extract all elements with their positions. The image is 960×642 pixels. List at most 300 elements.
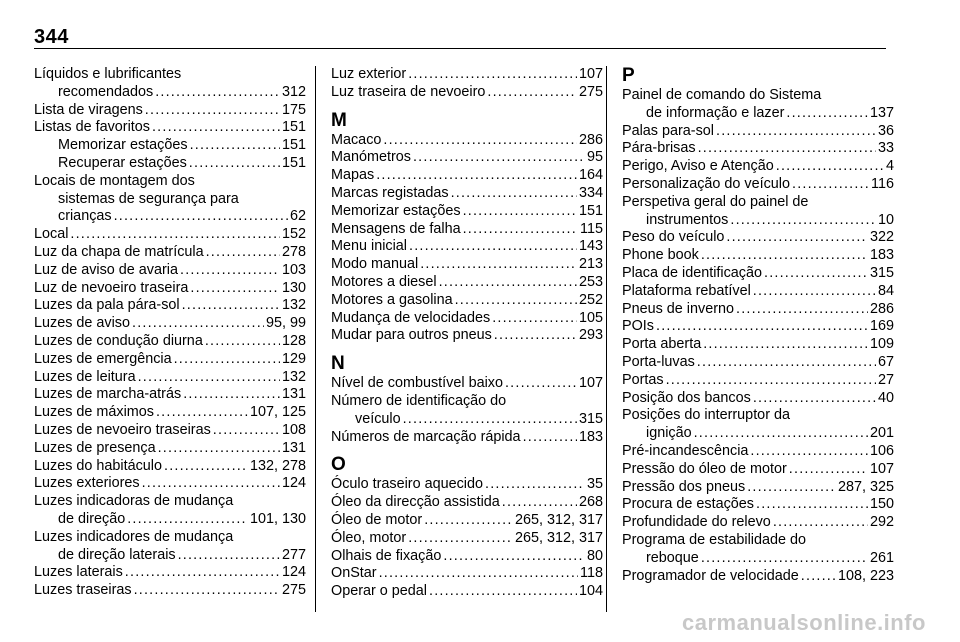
index-entry-text: POIs: [622, 318, 654, 335]
index-entry-text: Porta-luvas: [622, 353, 695, 370]
index-entry-text: Luzes de máximos: [34, 404, 154, 421]
index-entry[interactable]: [34, 315, 306, 333]
index-entry-pages: 40: [877, 389, 894, 406]
dot-leader: [492, 310, 577, 328]
index-entry-pages: 35: [586, 476, 603, 493]
index-entry[interactable]: [331, 185, 603, 203]
index-entry-pages: 108, 223: [837, 567, 894, 584]
dot-leader: [408, 66, 577, 84]
dot-leader: [736, 301, 868, 319]
index-entry-pages: 265, 312, 317: [514, 511, 603, 528]
index-entry-text: Nível de combustível baixo: [331, 375, 503, 392]
index-entry-pages: 183: [578, 428, 603, 445]
index-entry[interactable]: [34, 369, 306, 387]
index-entry[interactable]: [331, 203, 603, 221]
index-entry-text: crianças: [58, 208, 112, 225]
index-entry[interactable]: [331, 238, 603, 256]
index-entry-pages: 183: [869, 247, 894, 264]
index-entry-text: instrumentos: [646, 211, 729, 228]
index-entry-text: Manómetros: [331, 149, 411, 166]
index-entry-text: Luzes de condução diurna: [34, 332, 203, 349]
index-entry-text: Luz exterior: [331, 66, 407, 82]
index-entry[interactable]: [34, 564, 306, 582]
index-column-3: [622, 66, 894, 585]
dot-leader: [213, 422, 280, 440]
index-entry[interactable]: [331, 292, 603, 310]
index-entry-text: Pressão dos pneus: [622, 478, 746, 495]
index-entry-text: de informação e lazer: [646, 104, 785, 121]
index-entry-pages: 322: [869, 229, 894, 246]
index-entry-text: Luzes de emergência: [34, 350, 172, 367]
index-entry-pages: 132, 278: [249, 457, 306, 474]
dot-leader: [376, 167, 577, 185]
index-entry[interactable]: [331, 565, 603, 583]
dot-leader: [206, 244, 280, 262]
index-entry-pages: 80: [586, 547, 603, 564]
index-entry-text: Pneus de inverno: [622, 300, 735, 317]
index-entry[interactable]: [331, 221, 603, 239]
index-entry-pages: 261: [869, 549, 894, 566]
index-entry-text: Luzes de aviso: [34, 315, 130, 332]
dot-leader: [698, 140, 876, 158]
index-entry-text: Listas de favoritos: [34, 119, 150, 136]
index-entry-pages: 106: [869, 442, 894, 459]
index-entry-text: Painel de comando do Sistema: [622, 87, 822, 103]
index-entry[interactable]: [622, 461, 894, 479]
index-entry-pages: 151: [578, 202, 603, 219]
dot-leader: [70, 226, 280, 244]
index-entry[interactable]: [622, 443, 894, 461]
index-entry-text: Macaco: [331, 131, 382, 148]
dot-leader: [756, 496, 868, 514]
index-entry[interactable]: [622, 532, 894, 568]
index-entry[interactable]: [34, 529, 306, 565]
index-entry[interactable]: [622, 301, 894, 319]
index-entry-pages: 292: [869, 514, 894, 531]
dot-leader: [455, 292, 577, 310]
index-entry-pages: 107: [578, 375, 603, 392]
index-entry-pages: 213: [578, 256, 603, 273]
index-entry-pages: 95, 99: [265, 315, 306, 332]
dot-leader: [666, 372, 876, 390]
index-entry-pages: 132: [281, 297, 306, 314]
dot-leader: [764, 265, 868, 283]
index-entry-pages: 275: [578, 83, 603, 100]
index-entry-text: Luzes de presença: [34, 439, 156, 456]
index-entry[interactable]: [34, 262, 306, 280]
index-entry[interactable]: [331, 66, 603, 84]
dot-leader: [183, 386, 280, 404]
dot-leader: [145, 102, 280, 120]
dot-leader: [789, 461, 868, 479]
index-entry-text: Óleo da direcção assistida: [331, 494, 500, 511]
index-entry-text: Motores a diesel: [331, 273, 437, 290]
dot-leader: [701, 550, 868, 568]
index-entry[interactable]: [622, 265, 894, 283]
dot-leader: [463, 203, 577, 221]
index-entry-text: Modo manual: [331, 256, 419, 273]
index-entry[interactable]: [34, 280, 306, 298]
dot-leader: [439, 274, 577, 292]
index-entry-text: Perigo, Aviso e Atenção: [622, 158, 774, 175]
index-entry-text: Plataforma rebatível: [622, 282, 751, 299]
dot-leader: [656, 318, 868, 336]
index-entry[interactable]: [331, 512, 603, 530]
index-entry-text: Recuperar estações: [58, 154, 187, 171]
index-entry-pages: 137: [869, 104, 894, 121]
index-entry[interactable]: [331, 494, 603, 512]
page-number: 344: [34, 26, 69, 48]
index-column-2: [331, 66, 603, 601]
index-entry[interactable]: [34, 226, 306, 244]
index-entry[interactable]: [34, 351, 306, 369]
index-entry-pages: 104: [578, 583, 603, 600]
index-entry[interactable]: [34, 475, 306, 493]
index-entry-pages: 268: [578, 494, 603, 511]
dot-leader: [134, 582, 280, 600]
index-entry-pages: 315: [869, 264, 894, 281]
index-entry-pages: 334: [578, 184, 603, 201]
index-entry[interactable]: [331, 583, 603, 601]
index-entry[interactable]: [34, 155, 306, 173]
index-entry-pages: 27: [877, 371, 894, 388]
index-entry-text: Luz de nevoeiro traseira: [34, 279, 189, 296]
index-entry[interactable]: [622, 372, 894, 390]
index-entry[interactable]: [331, 530, 603, 548]
dot-leader: [403, 411, 577, 429]
index-entry[interactable]: [34, 119, 306, 137]
index-entry-text: Portas: [622, 371, 664, 388]
dot-leader: [190, 137, 280, 155]
dot-leader: [420, 256, 577, 274]
dot-leader: [413, 149, 585, 167]
index-entry-pages: 124: [281, 564, 306, 581]
dot-leader: [716, 123, 876, 141]
index-entry-text: Luz de aviso de avaria: [34, 261, 178, 278]
index-entry-pages: 150: [869, 496, 894, 513]
index-entry[interactable]: [34, 244, 306, 262]
index-entry-pages: 115: [580, 220, 603, 237]
dot-leader: [424, 512, 513, 530]
dot-leader: [142, 475, 280, 493]
index-entry[interactable]: [34, 173, 306, 226]
index-entry-pages: 36: [877, 122, 894, 139]
dot-leader: [190, 280, 280, 298]
index-entry-text: Luz traseira de nevoeiro: [331, 83, 486, 100]
dot-leader: [487, 84, 577, 102]
index-entry[interactable]: [331, 429, 603, 447]
index-entry[interactable]: [622, 140, 894, 158]
index-entry-text: Memorizar estações: [331, 202, 461, 219]
index-entry-text: Perspetiva geral do painel de: [622, 193, 809, 210]
index-entry-text: veículo: [355, 410, 401, 427]
index-entry-text: Pré-incandescência: [622, 442, 749, 459]
dot-leader: [726, 229, 868, 247]
index-entry-pages: 252: [578, 291, 603, 308]
index-entry-pages: 253: [578, 273, 603, 290]
index-entry[interactable]: [622, 496, 894, 514]
index-entry-text: Mapas: [331, 167, 375, 184]
dot-leader: [429, 583, 577, 601]
dot-leader: [730, 212, 876, 230]
index-entry[interactable]: [622, 247, 894, 265]
index-entry[interactable]: [622, 283, 894, 301]
index-entry-text: Luzes traseiras: [34, 582, 132, 599]
dot-leader: [786, 105, 868, 123]
dot-leader: [694, 425, 868, 443]
dot-leader: [180, 262, 280, 280]
dot-leader: [773, 514, 868, 532]
dot-leader: [164, 458, 248, 476]
index-entry-text: Luzes indicadores de mudança: [34, 528, 234, 545]
index-entry-text: de direção: [58, 510, 126, 527]
index-entry-pages: 151: [281, 154, 306, 171]
dot-leader: [379, 565, 578, 583]
index-entry-pages: 107, 125: [249, 404, 306, 421]
index-entry-text: Luzes laterais: [34, 564, 123, 581]
index-entry-pages: 128: [281, 332, 306, 349]
index-entry-pages: 293: [578, 327, 603, 344]
column-divider: [315, 66, 316, 612]
index-entry[interactable]: [331, 375, 603, 393]
dot-leader: [523, 429, 577, 447]
index-entry-pages: 312: [281, 83, 306, 100]
index-entry-text: Luzes de nevoeiro traseiras: [34, 421, 211, 438]
dot-leader: [189, 155, 280, 173]
dot-leader: [451, 185, 577, 203]
dot-leader: [463, 221, 578, 239]
index-entry-text: Mudança de velocidades: [331, 309, 491, 326]
index-entry[interactable]: [34, 493, 306, 529]
header-rule: [34, 48, 886, 49]
index-entry-text: Locais de montagem dos: [34, 172, 195, 189]
index-entry-text: Luzes de marcha-atrás: [34, 386, 182, 403]
index-entry[interactable]: [34, 404, 306, 422]
index-entry[interactable]: [331, 476, 603, 494]
dot-leader: [505, 375, 577, 393]
index-entry-text: Lista de viragens: [34, 101, 143, 118]
index-entry-text: Phone book: [622, 247, 699, 264]
watermark: carmanualsonline.info: [682, 610, 926, 635]
index-letter-heading: O: [331, 454, 346, 476]
index-entry-text: Procura de estações: [622, 496, 754, 513]
dot-leader: [753, 283, 876, 301]
index-entry-text: OnStar: [331, 565, 377, 582]
index-entry[interactable]: [622, 336, 894, 354]
index-entry[interactable]: [331, 256, 603, 274]
index-entry-text: Mudar para outros pneus: [331, 327, 492, 344]
index-entry[interactable]: [34, 66, 306, 102]
dot-leader: [127, 511, 248, 529]
dot-leader: [138, 369, 280, 387]
dot-leader: [114, 208, 288, 226]
index-entry[interactable]: [331, 149, 603, 167]
index-entry-text: Menu inicial: [331, 238, 407, 255]
index-entry-text: Palas para-sol: [622, 122, 714, 139]
dot-leader: [178, 547, 280, 565]
index-entry[interactable]: [331, 132, 603, 150]
index-entry[interactable]: [622, 194, 894, 230]
index-entry[interactable]: [34, 440, 306, 458]
index-entry-text: Programa de estabilidade do: [622, 531, 807, 548]
index-entry[interactable]: [331, 393, 603, 429]
index-entry-pages: 201: [869, 425, 894, 442]
index-entry-text: Posição dos bancos: [622, 389, 751, 406]
index-entry-text: Operar o pedal: [331, 583, 427, 600]
dot-leader: [383, 132, 577, 150]
index-entry[interactable]: [622, 229, 894, 247]
index-entry-text: sistemas de segurança para: [58, 190, 239, 207]
dot-leader: [776, 158, 884, 176]
index-entry-pages: 277: [281, 546, 306, 563]
index-entry-text: Programador de velocidade: [622, 567, 799, 584]
index-entry-pages: 107: [869, 460, 894, 477]
index-entry-pages: 175: [281, 101, 306, 118]
index-entry-pages: 103: [281, 261, 306, 278]
index-entry-pages: 116: [871, 175, 894, 192]
index-entry-text: Óculo traseiro aquecido: [331, 476, 483, 493]
dot-leader: [409, 238, 577, 256]
index-column-1: [34, 66, 306, 600]
dot-leader: [152, 119, 280, 137]
dot-leader: [132, 315, 264, 333]
dot-leader: [155, 84, 280, 102]
dot-leader: [156, 404, 248, 422]
index-entry-pages: 286: [578, 131, 603, 148]
index-entry[interactable]: [622, 568, 894, 586]
index-entry-pages: 286: [869, 300, 894, 317]
index-entry-pages: 124: [281, 475, 306, 492]
index-entry-text: Posições do interruptor da: [622, 407, 790, 424]
index-entry[interactable]: [622, 158, 894, 176]
index-entry-text: Placa de identificação: [622, 264, 762, 281]
index-entry[interactable]: [331, 548, 603, 566]
index-entry-text: Olhais de fixação: [331, 547, 442, 564]
index-entry-text: recomendados: [58, 83, 154, 100]
index-entry[interactable]: [34, 422, 306, 440]
index-entry-text: Luz da chapa de matrícula: [34, 243, 204, 260]
index-entry-pages: 287, 325: [837, 478, 894, 495]
index-entry-pages: 95: [586, 149, 603, 166]
index-entry-pages: 101, 130: [249, 510, 306, 527]
dot-leader: [408, 530, 513, 548]
index-entry[interactable]: [622, 390, 894, 408]
dot-leader: [205, 333, 280, 351]
index-entry-text: Personalização do veículo: [622, 175, 790, 192]
index-entry-pages: 169: [869, 318, 894, 335]
index-entry[interactable]: [331, 310, 603, 328]
index-entry-text: ignição: [646, 425, 692, 442]
index-entry[interactable]: [331, 167, 603, 185]
index-entry-pages: 84: [877, 282, 894, 299]
dot-leader: [697, 354, 876, 372]
index-entry-text: de direção laterais: [58, 546, 176, 563]
index-entry-pages: 151: [281, 137, 306, 154]
dot-leader: [753, 390, 876, 408]
index-entry[interactable]: [331, 327, 603, 345]
index-entry[interactable]: [331, 274, 603, 292]
index-entry[interactable]: [622, 123, 894, 141]
column-divider: [606, 66, 607, 612]
index-entry[interactable]: [34, 386, 306, 404]
dot-leader: [792, 176, 869, 194]
index-entry[interactable]: [622, 514, 894, 532]
index-entry-text: Mensagens de falha: [331, 220, 461, 237]
index-entry-text: Marcas registadas: [331, 184, 449, 201]
index-entry-text: Número de identificação do: [331, 392, 507, 409]
index-entry[interactable]: [622, 354, 894, 372]
dot-leader: [485, 476, 585, 494]
index-entry-text: Pressão do óleo de motor: [622, 460, 787, 477]
index-entry-text: Luzes indicadoras de mudança: [34, 493, 234, 510]
index-entry-pages: 108: [281, 421, 306, 438]
index-entry[interactable]: [34, 333, 306, 351]
index-entry-pages: 132: [281, 368, 306, 385]
index-entry[interactable]: [622, 407, 894, 443]
index-entry-text: Memorizar estações: [58, 137, 188, 154]
index-entry[interactable]: [622, 479, 894, 497]
index-entry[interactable]: [331, 84, 603, 102]
index-entry-pages: 131: [281, 439, 306, 456]
index-entry-pages: 118: [580, 565, 603, 582]
index-entry[interactable]: [622, 87, 894, 123]
index-entry[interactable]: [34, 137, 306, 155]
index-entry-pages: 67: [877, 353, 894, 370]
index-entry-text: Luzes da pala pára-sol: [34, 297, 180, 314]
index-entry-text: Peso do veículo: [622, 229, 725, 246]
dot-leader: [750, 443, 868, 461]
index-entry-pages: 278: [281, 243, 306, 260]
dot-leader: [701, 247, 868, 265]
index-entry-pages: 164: [578, 167, 603, 184]
index-entry-text: Profundidade do relevo: [622, 514, 771, 531]
index-entry-pages: 4: [885, 158, 894, 175]
index-entry[interactable]: [622, 176, 894, 194]
index-entry-text: Pára-brisas: [622, 140, 696, 157]
index-entry-text: Óleo, motor: [331, 529, 407, 546]
index-entry-text: reboque: [646, 549, 699, 566]
dot-leader: [174, 351, 280, 369]
index-entry[interactable]: [34, 102, 306, 120]
index-entry-pages: 265, 312, 317: [514, 529, 603, 546]
dot-leader: [502, 494, 577, 512]
index-entry-pages: 143: [578, 238, 603, 255]
index-entry-text: Porta aberta: [622, 336, 702, 353]
index-entry-text: Luzes de leitura: [34, 368, 136, 385]
dot-leader: [125, 564, 280, 582]
dot-leader: [747, 479, 836, 497]
index-entry-pages: 33: [877, 140, 894, 157]
index-entry[interactable]: [34, 582, 306, 600]
dot-leader: [801, 568, 836, 586]
index-entry-text: Líquidos e lubrificantes: [34, 66, 182, 82]
dot-leader: [494, 327, 577, 345]
index-entry-text: Óleo de motor: [331, 511, 423, 528]
index-entry-pages: 129: [281, 350, 306, 367]
index-entry-pages: 275: [281, 582, 306, 599]
index-entry-pages: 10: [877, 211, 894, 228]
dot-leader: [443, 548, 585, 566]
index-entry[interactable]: [34, 458, 306, 476]
index-letter-heading: P: [622, 65, 635, 86]
dot-leader: [703, 336, 868, 354]
index-entry-text: Motores a gasolina: [331, 291, 453, 308]
index-entry-pages: 152: [281, 226, 306, 243]
index-entry[interactable]: [622, 318, 894, 336]
index-entry-text: Números de marcação rápida: [331, 428, 521, 445]
index-entry[interactable]: [34, 297, 306, 315]
index-letter-heading: M: [331, 109, 347, 131]
